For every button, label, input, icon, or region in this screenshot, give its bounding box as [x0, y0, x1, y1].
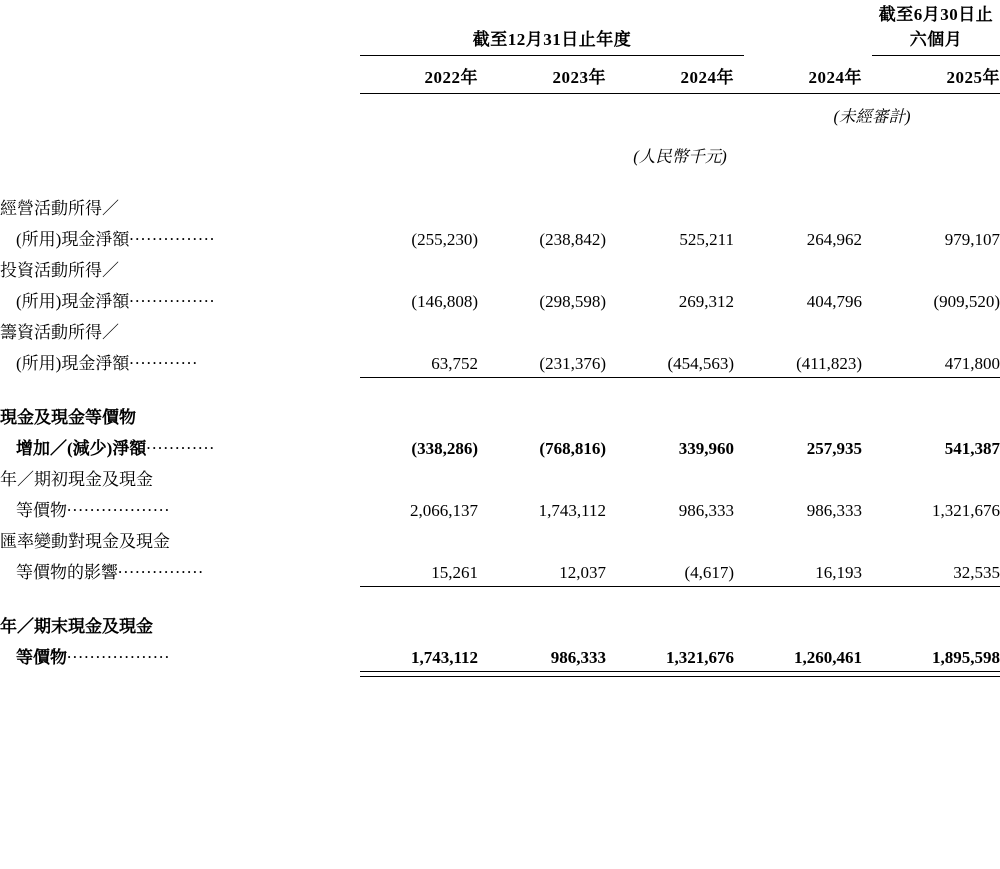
leader-dots: .................. — [67, 643, 171, 662]
column-header-2022: 2022年 — [424, 68, 478, 87]
spacer — [0, 587, 1000, 609]
double-rule-col3 — [616, 671, 744, 677]
row-closing-v2024h1: 1,260,461 — [794, 648, 863, 667]
row-netchange-title — [0, 400, 1000, 431]
row-opening-v2024: 986,333 — [678, 501, 735, 520]
row-netchange-v2025h1: 541,387 — [944, 439, 1000, 458]
row-operating-v2025h1: 979,107 — [944, 230, 1000, 249]
header-blank-cell-2 — [0, 56, 360, 94]
unaudited-note: (未經審計) — [833, 107, 911, 126]
table-row — [0, 346, 1000, 377]
leader-dots: ............ — [146, 434, 216, 453]
row-fx-v2025h1: 32,535 — [953, 563, 1000, 582]
header-blank-cell — [0, 0, 360, 56]
row-operating-v2023: (238,842) — [539, 230, 606, 249]
row-opening-v2025h1: 1,321,676 — [932, 501, 1000, 520]
column-header-2023: 2023年 — [552, 68, 606, 87]
header-group-halfyear: 截至6月30日止六個月 — [872, 0, 1000, 56]
row-closing-title — [0, 609, 1000, 640]
row-netchange-v2024h1: 257,935 — [806, 439, 863, 458]
row-closing-label-line1: 年／期末現金及現金 — [0, 617, 153, 636]
row-closing-label-line2 — [0, 640, 360, 671]
row-closing-v2022: 1,743,112 — [410, 648, 478, 667]
column-header-2024-h1: 2024年 — [808, 68, 863, 87]
table-row — [0, 555, 1000, 586]
leader-dots: ............ — [129, 349, 199, 368]
row-fx-label-line1: 匯率變動對現金及現金 — [0, 532, 170, 551]
leader-dots: ............... — [118, 558, 205, 577]
row-investing-label-line2 — [0, 284, 360, 315]
row-operating-v2024h1: 264,962 — [806, 230, 863, 249]
row-operating-label-line2 — [0, 222, 360, 253]
row-investing-v2023: (298,598) — [539, 292, 606, 311]
row-operating-label-text: (所用)現金淨額 — [16, 230, 130, 249]
double-rule-col1 — [360, 671, 488, 677]
row-closing-v2024: 1,321,676 — [666, 648, 735, 667]
row-investing-v2024h1: 404,796 — [806, 292, 863, 311]
currency-note: (人民幣千元) — [633, 147, 727, 166]
spacer — [0, 169, 1000, 191]
row-operating-title — [0, 191, 1000, 222]
row-fx-v2022: 15,261 — [431, 563, 478, 582]
table-row — [0, 222, 1000, 253]
row-financing-v2023: (231,376) — [539, 354, 606, 373]
leader-dots: ............... — [129, 287, 216, 306]
row-investing-v2025h1: (909,520) — [933, 292, 1000, 311]
table-row — [0, 640, 1000, 671]
row-opening-label-line2 — [0, 493, 360, 524]
row-operating-v2022: (255,230) — [411, 230, 478, 249]
row-investing-v2022: (146,808) — [411, 292, 478, 311]
row-netchange-label-line2 — [0, 431, 360, 462]
row-closing-v2023: 986,333 — [550, 648, 606, 667]
row-financing-label-line1: 籌資活動所得／ — [0, 323, 119, 342]
row-investing-label-line1: 投資活動所得／ — [0, 261, 119, 280]
row-financing-v2022: 63,752 — [431, 354, 478, 373]
header-group-year: 截至12月31日止年度 — [360, 0, 744, 56]
row-opening-label-text: 等價物 — [16, 501, 67, 520]
leader-dots: .................. — [67, 496, 171, 515]
row-closing-label-text: 等價物 — [16, 648, 67, 667]
row-opening-v2023: 1,743,112 — [538, 501, 606, 520]
row-netchange-v2023: (768,816) — [539, 439, 606, 458]
row-opening-v2022: 2,066,137 — [410, 501, 478, 520]
row-financing-v2024: (454,563) — [667, 354, 735, 373]
column-header-2024: 2024年 — [680, 68, 735, 87]
column-header-2025-h1: 2025年 — [946, 68, 1000, 87]
row-netchange-v2024: 339,960 — [678, 439, 735, 458]
row-fx-v2023: 12,037 — [559, 563, 606, 582]
total-double-rule-row — [0, 671, 1000, 677]
row-fx-v2024h1: 16,193 — [815, 563, 863, 582]
table-row — [0, 284, 1000, 315]
row-netchange-label-text: 增加／(減少)淨額 — [16, 439, 147, 458]
spacer — [0, 378, 1000, 400]
double-rule-col4 — [744, 671, 872, 677]
row-investing-label-text: (所用)現金淨額 — [16, 292, 130, 311]
double-rule-col2 — [488, 671, 616, 677]
header-group-row — [0, 0, 1000, 56]
row-operating-label-line1: 經營活動所得／ — [0, 199, 119, 218]
row-financing-title — [0, 315, 1000, 346]
row-investing-title — [0, 253, 1000, 284]
row-financing-label-text: (所用)現金淨額 — [16, 354, 130, 373]
table-row — [0, 493, 1000, 524]
row-fx-label-text: 等價物的影響 — [16, 563, 118, 582]
row-opening-title — [0, 462, 1000, 493]
leader-dots: ............... — [129, 225, 216, 244]
row-opening-v2024h1: 986,333 — [806, 501, 863, 520]
unaudited-note-row — [0, 94, 1000, 129]
row-financing-v2024h1: (411,823) — [796, 354, 863, 373]
row-netchange-v2022: (338,286) — [411, 439, 478, 458]
row-closing-v2025h1: 1,895,598 — [932, 648, 1000, 667]
row-financing-v2025h1: 471,800 — [944, 354, 1000, 373]
row-fx-label-line2 — [0, 555, 360, 586]
row-operating-v2024: 525,211 — [679, 230, 735, 249]
row-financing-label-line2 — [0, 346, 360, 377]
row-fx-v2024: (4,617) — [684, 563, 735, 582]
table-row — [0, 431, 1000, 462]
header-columns-row — [0, 56, 1000, 94]
row-opening-label-line1: 年／期初現金及現金 — [0, 470, 153, 489]
row-netchange-label-line1: 現金及現金等價物 — [0, 408, 136, 427]
row-fx-title — [0, 524, 1000, 555]
currency-note-row — [0, 129, 1000, 169]
double-rule-col5 — [872, 671, 1000, 677]
row-investing-v2024: 269,312 — [678, 292, 735, 311]
